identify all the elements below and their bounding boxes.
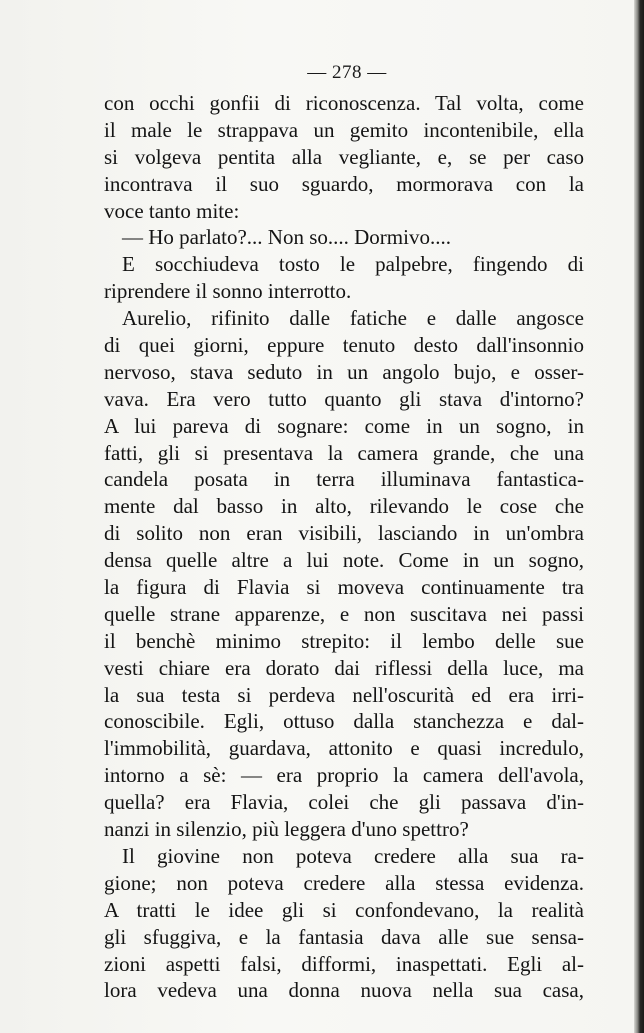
text-line: la figura di Flavia si moveva continuamente tra [104, 575, 584, 600]
text-line: fatti, gli si presentava la camera grande, che una [104, 440, 584, 465]
text-line: conoscibile. Egli, ottuso dalla stanchezza e dal- [104, 709, 584, 734]
text-line: con occhi gonfii di riconoscenza. Tal volta, come [104, 91, 584, 115]
text-line: — Ho parlato?... Non so.... Dormivo.... [122, 225, 451, 250]
text-line: nanzi in silenzio, più leggera d'uno spettro? [104, 817, 469, 842]
text-line: incontrava il suo sguardo, mormorava con la [104, 171, 584, 196]
text-line: densa quelle altre a lui note. Come in un sogno, [104, 548, 584, 573]
text-line: riprendere il sonno interrotto. [104, 279, 352, 304]
text-line: quelle strane apparenze, e non suscitava nei passi [104, 601, 584, 626]
text-line: mente dal basso in alto, rilevando le cose che [104, 494, 584, 519]
text-line: candela posata in terra illuminava fantastica- [104, 467, 584, 492]
text-line: voce tanto mite: [104, 198, 240, 223]
text-line: la sua testa si perdeva nell'oscurità ed era irri- [104, 682, 584, 707]
page-edge-shadow [634, 0, 644, 1033]
text-line: di quei giorni, eppure tenuto desto dall'insonnio [104, 333, 584, 358]
text-line: si volgeva pentita alla vegliante, e, se per caso [104, 144, 584, 169]
text-line: il male le strappava un gemito incontenibile, ella [104, 117, 584, 142]
text-line: A tratti le idee gli si confondevano, la realità [104, 897, 584, 922]
text-line: vesti chiare era dorato dai riflessi della luce, ma [104, 655, 584, 680]
text-line: il benchè minimo strepito: il lembo delle sue [104, 628, 584, 653]
text-line: Aurelio, rifinito dalle fatiche e dalle angosce [122, 306, 584, 331]
text-line: di solito non eran visibili, lasciando in un'ombra [104, 521, 584, 546]
text-line: gione; non poteva credere alla stessa evidenza. [104, 870, 584, 895]
text-line: quella? era Flavia, colei che gli passava d'in- [104, 790, 584, 815]
body-text [104, 90, 584, 1004]
text-line: A lui pareva di sognare: come in un sogno, in [104, 413, 584, 438]
text-line: Il giovine non poteva credere alla sua ra- [122, 843, 584, 868]
text-line: E socchiudeva tosto le palpebre, fingendo di [122, 252, 584, 277]
text-line: intorno a sè: — era proprio la camera dell'avola, [104, 763, 584, 788]
text-line: zioni aspetti falsi, difformi, inaspettati. Egli al- [104, 951, 584, 976]
text-line: gli sfuggiva, e la fantasia dava alle sue sensa- [104, 924, 584, 949]
text-line: l'immobilità, guardava, attonito e quasi incredulo, [104, 736, 584, 761]
text-line: nervoso, stava seduto in un angolo bujo, e osser- [104, 359, 584, 384]
page-number: — 278 — [307, 62, 387, 83]
text-line: vava. Era vero tutto quanto gli stava d'intorno? [104, 386, 584, 411]
text-line: lora vedeva una donna nuova nella sua casa, [104, 978, 584, 1003]
